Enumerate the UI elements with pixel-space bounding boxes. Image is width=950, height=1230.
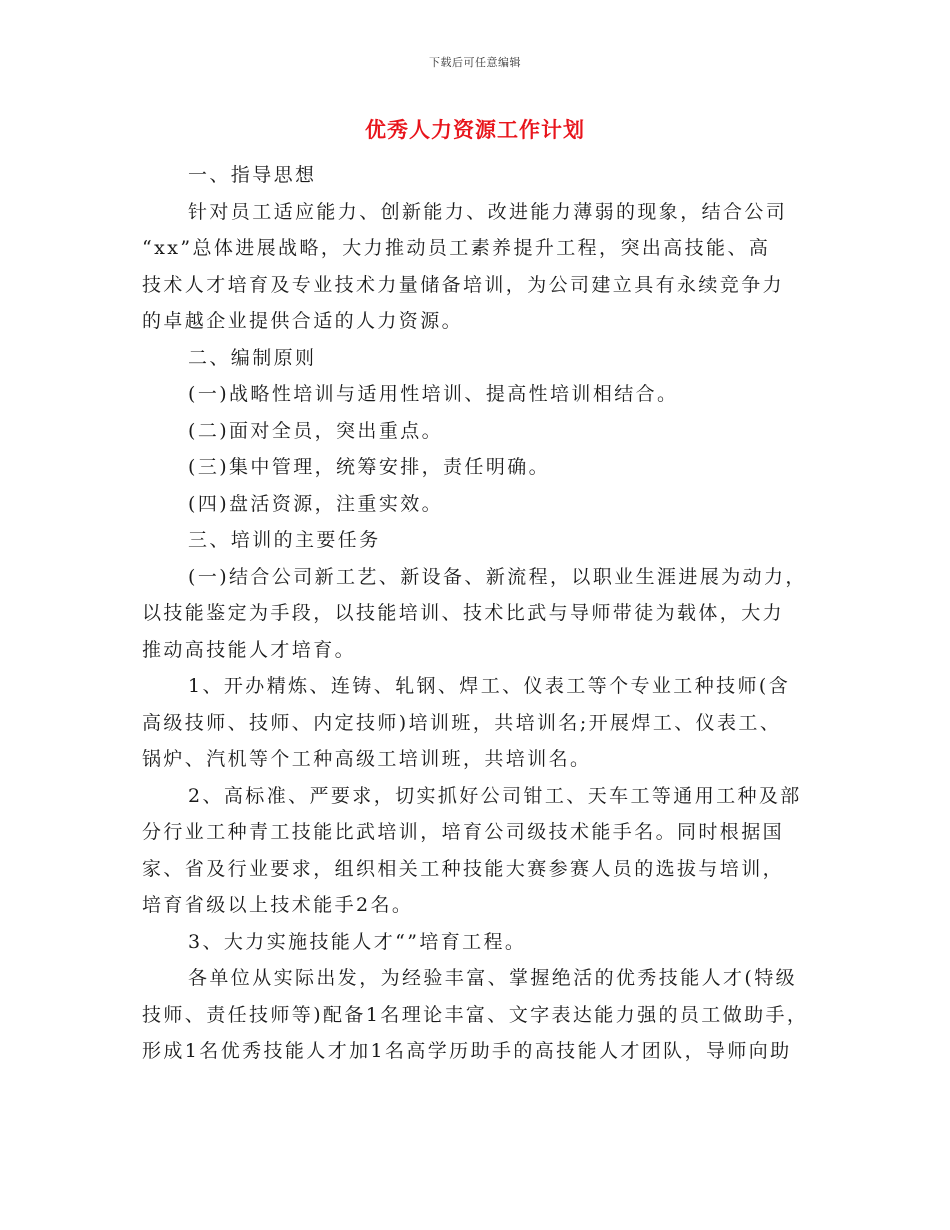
text-line: (四)盘活资源，注重实效。 [188, 492, 444, 515]
text-line: 技师、责任技师等)配备1名理论丰富、文字表达能力强的员工做助手， [142, 1003, 809, 1026]
text-line: 2、高标准、严要求，切实抓好公司钳工、天车工等通用工种及部 [188, 784, 802, 807]
text-line: 培育省级以上技术能手2名。 [142, 894, 414, 916]
text-line: 家、省及行业要求，组织相关工种技能大赛参赛人员的选拔与培训， [142, 857, 785, 880]
text-line: 各单位从实际出发，为经验丰富、掌握绝活的优秀技能人才(特级 [188, 967, 798, 989]
text-line: (一)结合公司新工艺、新设备、新流程，以职业生涯进展为动力， [188, 565, 807, 588]
text-line: 分行业工种青工技能比武培训，培育公司级技术能手名。同时根据国 [142, 821, 785, 843]
document-title: 优秀人力资源工作计划 [365, 117, 585, 142]
text-line: 一、指导思想 [188, 164, 317, 186]
document-body [142, 157, 809, 1070]
text-line: 二、编制原则 [188, 346, 317, 369]
text-line: 1、开办精炼、连铸、轧钢、焊工、仪表工等个专业工种技师(含 [188, 675, 791, 697]
text-line: 的卓越企业提供合适的人力资源。 [142, 310, 464, 332]
text-line: 针对员工适应能力、创新能力、改进能力薄弱的现象，结合公司 [188, 200, 788, 223]
text-line: 技术人才培育及专业技术力量储备培训，为公司建立具有永续竞争力 [142, 273, 785, 296]
text-line: 高级技师、技师、内定技师)培训班，共培训名;开展焊工、仪表工、 [142, 711, 782, 734]
text-line: 3、大力实施技能人才“”培育工程。 [188, 930, 527, 953]
text-line: 以技能鉴定为手段，以技能培训、技术比武与导师带徒为载体，大力 [142, 602, 785, 624]
text-line: 锅炉、汽机等个工种高级工培训班，共培训名。 [142, 748, 592, 770]
text-line: (三)集中管理，统筹安排，责任明确。 [188, 456, 551, 478]
text-line: (一)战略性培训与适用性培训、提高性培训相结合。 [188, 383, 679, 405]
text-line: 推动高技能人才培育。 [142, 638, 357, 661]
text-line: (二)面对全员，突出重点。 [188, 419, 444, 442]
text-line: “xx”总体进展战略，大力推动员工素养提升工程，突出高技能、高 [142, 237, 771, 259]
text-line: 三、培训的主要任务 [188, 529, 381, 551]
text-line: 形成1名优秀技能人才加1名高学历助手的高技能人才团队，导师向助 [142, 1040, 792, 1062]
page-header-note: 下载后可任意编辑 [429, 56, 521, 69]
